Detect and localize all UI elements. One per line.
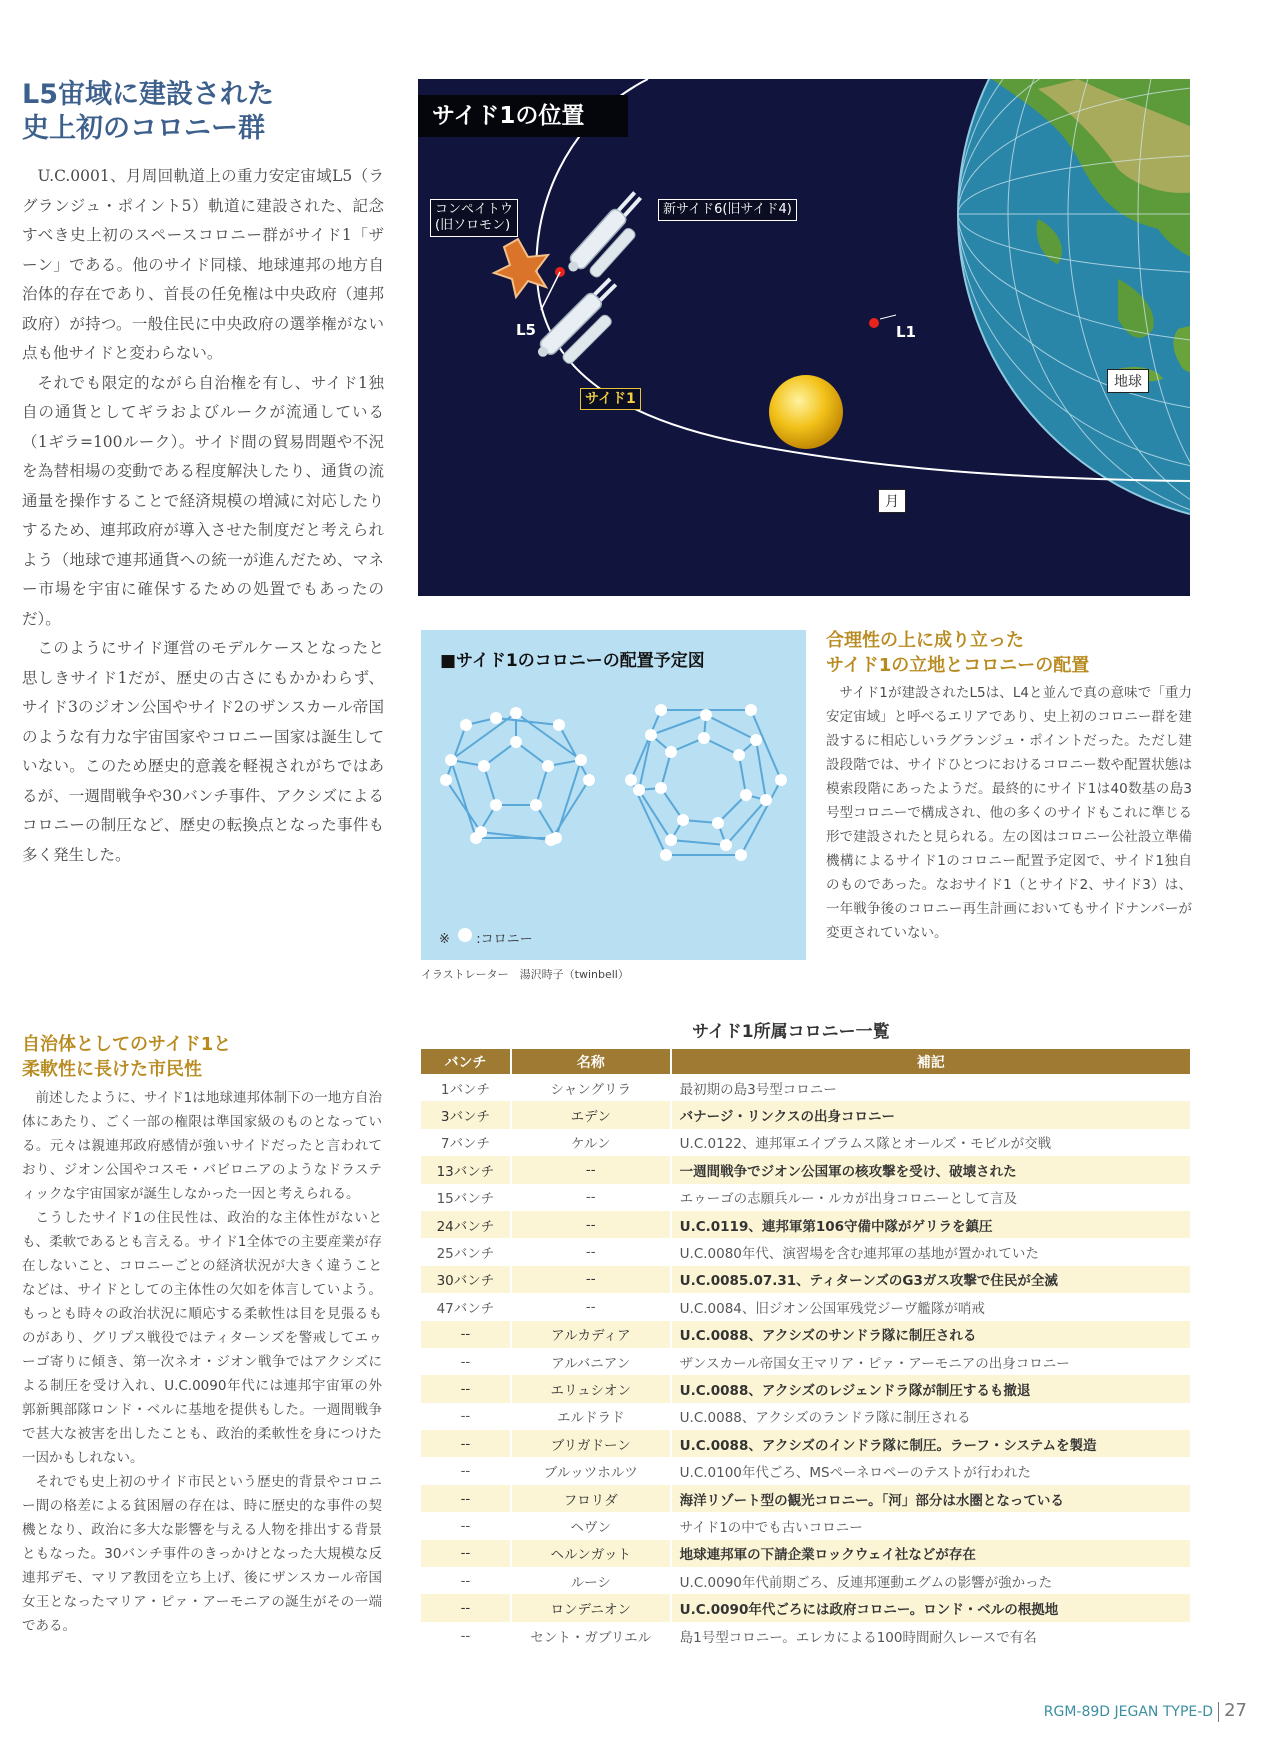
cell-name: -- (511, 1211, 671, 1238)
cell-bunch: 25バンチ (421, 1238, 511, 1265)
header-name: 名称 (511, 1049, 671, 1074)
cell-bunch: 3バンチ (421, 1101, 511, 1128)
moon-label: 月 (878, 489, 906, 513)
article-title-line2: 史上初のコロニー群 (22, 113, 265, 144)
colony-arrangement-diagram (421, 630, 806, 960)
new-side6-label: 新サイド6(旧サイド4) (658, 199, 797, 221)
cell-notes: ザンスカール帝国女王マリア・ピァ・アーモニアの出身コロニー (671, 1348, 1191, 1375)
cell-notes: U.C.0088、アクシズのランドラ隊に制圧される (671, 1403, 1191, 1430)
cell-name: -- (511, 1293, 671, 1320)
colony-legend (439, 928, 533, 947)
colony-table (421, 1049, 1192, 1649)
section2-title (22, 1032, 382, 1082)
moon (769, 375, 843, 449)
cell-bunch: -- (421, 1321, 511, 1348)
section2-paragraph: 前述したように、サイド1は地球連邦体制下の一地方自治体にあたり、ごく一部の権限は準国家級のものとなっている。元々は親連邦政府感情が強いサイドだったと言われており、ジオン公国やコスモ・バビロニアのようなドラスティックな宇宙国家が誕生しなかった一因と考えられる。 (22, 1090, 382, 1202)
konpeito-label (430, 199, 518, 237)
cell-name: -- (511, 1238, 671, 1265)
cell-name: ルーシ (511, 1567, 671, 1594)
l5-label: L5 (516, 321, 536, 339)
cell-name: フロリダ (511, 1485, 671, 1512)
cell-bunch: 13バンチ (421, 1156, 511, 1183)
section3-title (826, 628, 1186, 678)
section2-body (22, 1086, 382, 1638)
cell-notes: U.C.0122、連邦軍エイブラムス隊とオールズ・モビルが交戦 (671, 1129, 1191, 1156)
cell-name: -- (511, 1156, 671, 1183)
cell-name: エデン (511, 1101, 671, 1128)
cell-bunch: 47バンチ (421, 1293, 511, 1320)
cell-bunch: -- (421, 1622, 511, 1649)
table-row (421, 1403, 1191, 1430)
cell-bunch: -- (421, 1348, 511, 1375)
cell-name: -- (511, 1184, 671, 1211)
cell-bunch: 7バンチ (421, 1129, 511, 1156)
colony-table-title: サイド1所属コロニー一覧 (692, 1022, 890, 1042)
article-paragraph: U.C.0001、月周回軌道上の重力安定宙域L5（ラグランジュ・ポイント5）軌道に建設された、記念すべき史上初のスペースコロニー群がサイド1「ザーン」である。他のサイド同様、地球連邦の地方自治体的存在であり、首長の任免権は中央政府（連邦政府）が持つ。一般住民に中央政府の選挙権がない点も他サイドと変わらない。 (22, 167, 384, 362)
table-row (421, 1266, 1191, 1293)
article-paragraph: それでも限定的ながら自治権を有し、サイド1独自の通貨としてギラおよびルークが流通している（1ギラ=100ルーク）。サイド間の貿易問題や不況を為替相場の変動である程度解決したり、通貨の流通量を操作することで経済規模の増減に対応したりするため、連邦政府が導入させた制度だと考えられよう（地球で連邦通貨への統一が進んだため、マネー市場を宇宙に確保するための処置でもあったのだ）。 (22, 373, 384, 628)
map-title: サイド1の位置 (418, 95, 628, 137)
illustrator-credit: イラストレーター 湯沢時子（twinbell） (421, 968, 629, 981)
cell-name: ヘルンガット (511, 1540, 671, 1567)
cell-notes: U.C.0088、アクシズのサンドラ隊に制圧される (671, 1321, 1191, 1348)
header-bunch: バンチ (421, 1049, 511, 1074)
table-body (421, 1074, 1191, 1649)
cell-bunch: -- (421, 1403, 511, 1430)
table-row (421, 1321, 1191, 1348)
cell-name: ケルン (511, 1129, 671, 1156)
cell-notes: U.C.0088、アクシズのインドラ隊に制圧。ラーフ・システムを製造 (671, 1430, 1191, 1457)
cell-bunch: -- (421, 1375, 511, 1402)
page-footer (1044, 1700, 1247, 1722)
table-row (421, 1184, 1191, 1211)
cell-name: エルドラド (511, 1403, 671, 1430)
table-row (421, 1485, 1191, 1512)
cell-name: アルカディア (511, 1321, 671, 1348)
cell-notes: U.C.0080年代、演習場を含む連邦軍の基地が置かれていた (671, 1238, 1191, 1265)
table-row (421, 1430, 1191, 1457)
cell-notes: U.C.0090年代ごろには政府コロニー。ロンド・ベルの根拠地 (671, 1594, 1191, 1621)
colony-diagram-title: ■サイド1のコロニーの配置予定図 (440, 651, 705, 671)
cell-bunch: -- (421, 1430, 511, 1457)
cell-notes: 地球連邦軍の下請企業ロックウェイ社などが存在 (671, 1540, 1191, 1567)
konpeito-label-line2: (旧ソロモン) (435, 218, 511, 233)
l1-label: L1 (896, 323, 916, 341)
cell-bunch: 15バンチ (421, 1184, 511, 1211)
table-row (421, 1594, 1191, 1621)
cell-notes: サイド1の中でも古いコロニー (671, 1512, 1191, 1539)
table-row (421, 1211, 1191, 1238)
cell-name: セント・ガブリエル (511, 1622, 671, 1649)
colony-legend-prefix: ※ (439, 932, 450, 947)
article-title (22, 78, 382, 146)
section3-title-line2: サイド1の立地とコロニーの配置 (826, 655, 1090, 676)
cell-bunch: 24バンチ (421, 1211, 511, 1238)
cell-name: ブルッツホルツ (511, 1457, 671, 1484)
footer-model: RGM-89D JEGAN TYPE-D (1043, 1704, 1214, 1720)
cell-notes: 最初期の島3号型コロニー (671, 1074, 1191, 1101)
cell-name: ロンデニオン (511, 1594, 671, 1621)
cell-name: シャングリラ (511, 1074, 671, 1101)
table-row (421, 1540, 1191, 1567)
table-row (421, 1156, 1191, 1183)
cell-name: エリュシオン (511, 1375, 671, 1402)
cell-bunch: -- (421, 1512, 511, 1539)
cell-bunch: 1バンチ (421, 1074, 511, 1101)
cell-notes: U.C.0090年代前期ごろ、反連邦運動エグムの影響が強かった (671, 1567, 1191, 1594)
table-row (421, 1567, 1191, 1594)
cell-notes: 一週間戦争でジオン公国軍の核攻撃を受け、破壊された (671, 1156, 1191, 1183)
section3-body (826, 681, 1192, 945)
section3-paragraph: サイド1が建設されたL5は、L4と並んで真の意味で「重力安定宙域」と呼べるエリアであり、史上初のコロニー群を建設するに相応しいラグランジュ・ポイントだった。ただし建設段階では、サイドひとつにおけるコロニー数や配置状態は模索段階にあったようだ。最終的にサイド1は40数基の島3号型コロニーで構成され、他の多くのサイドもこれに準じる形で建設されたと見られる。左の図はコロニー公社設立準備機構によるサイド1のコロニー配置予定図で、サイド1独自のものであった。なおサイド1（とサイド2、サイド3）は、一年戦争後のコロニー再生計画においてもサイドナンバーが変更されていない。 (826, 685, 1192, 941)
cell-bunch: 30バンチ (421, 1266, 511, 1293)
colony-legend-text: :コロニー (476, 932, 533, 947)
section2-paragraph: こうしたサイド1の住民性は、政治的な主体性がないとも、柔軟であるとも言える。サイド1全体での主要産業が存在しないこと、コロニーごとの経済状況が大きく違うことなどは、サイドとしての主体性の欠如を体言していよう。もっとも時々の政治状況に順応する柔軟性は目を見張るものがあり、グリプス戦役ではティターンズを警戒してエゥーゴ寄りに傾き、第一次ネオ・ジオン戦争ではアクシズによる制圧を受け入れ、U.C.0090年代には連邦宇宙軍の外郭新興部隊ロンド・ベルに基地を提供もした。一週間戦争で甚大な被害を出したことも、政治的柔軟性を身につけた一因かもしれない。 (22, 1210, 382, 1466)
header-notes: 補記 (671, 1049, 1191, 1074)
earth-globe (958, 79, 1190, 524)
side1-position-map (418, 79, 1190, 596)
cell-notes: バナージ・リンクスの出身コロニー (671, 1101, 1191, 1128)
side1-label: サイド1 (580, 388, 641, 410)
cell-bunch: -- (421, 1485, 511, 1512)
cell-bunch: -- (421, 1567, 511, 1594)
page-number: 27 (1224, 1700, 1247, 1721)
konpeito-icon (494, 239, 548, 297)
table-row (421, 1457, 1191, 1484)
cell-notes: U.C.0088、アクシズのレジェンドラ隊が制圧するも撤退 (671, 1375, 1191, 1402)
l1-point (869, 318, 879, 328)
article-paragraph: このようにサイド運営のモデルケースとなったと思しきサイド1だが、歴史の古さにもかかわらず、サイド3のジオン公国やサイド2のザンスカール帝国のような有力な宇宙国家やコロニー国家は誕生していない。このため歴史的意義を軽視されがちではあるが、一週間戦争や30バンチ事件、アクシズによるコロニーの制圧など、歴史の転換点となった事件も多く発生した。 (22, 639, 384, 864)
table-row (421, 1348, 1191, 1375)
cell-name: ブリガドーン (511, 1430, 671, 1457)
table-row (421, 1622, 1191, 1649)
table-row (421, 1238, 1191, 1265)
cell-bunch: -- (421, 1540, 511, 1567)
colony-diagram-graphic (421, 630, 806, 960)
table-row (421, 1375, 1191, 1402)
section2-title-line1: 自治体としてのサイド1と (22, 1034, 232, 1055)
cell-name: アルバニアン (511, 1348, 671, 1375)
article-title-line1: L5宙域に建設された (22, 79, 274, 110)
cell-notes: 島1号型コロニー。エレカによる100時間耐久レースで有名 (671, 1622, 1191, 1649)
cell-notes: エゥーゴの志願兵ルー・ルカが出身コロニーとして言及 (671, 1184, 1191, 1211)
table-row (421, 1074, 1191, 1101)
section2-title-line2: 柔軟性に長けた市民性 (22, 1059, 202, 1080)
cell-bunch: -- (421, 1594, 511, 1621)
table-row (421, 1101, 1191, 1128)
section3-title-line1: 合理性の上に成り立った (826, 630, 1024, 651)
cell-bunch: -- (421, 1457, 511, 1484)
table-row (421, 1512, 1191, 1539)
cell-notes: U.C.0119、連邦軍第106守備中隊がゲリラを鎮圧 (671, 1211, 1191, 1238)
cell-name: ヘヴン (511, 1512, 671, 1539)
earth-label: 地球 (1107, 369, 1149, 393)
section2-paragraph: それでも史上初のサイド市民という歴史的背景やコロニー間の格差による貧困層の存在は、時に歴史的な事件の契機となり、政治に多大な影響を与える人物を排出する背景ともなった。30バンチ事件のきっかけとなった大規模な反連邦デモ、マリア教団を立ち上げ、後にザンスカール帝国女王となったマリア・ピァ・アーモニアの誕生がその一端である。 (22, 1474, 382, 1634)
cell-notes: U.C.0084、旧ジオン公国軍残党ジーヴ艦隊が哨戒 (671, 1293, 1191, 1320)
table-row (421, 1129, 1191, 1156)
cell-name: -- (511, 1266, 671, 1293)
table-row (421, 1293, 1191, 1320)
cell-notes: U.C.0100年代ごろ、MSペーネロペーのテストが行われた (671, 1457, 1191, 1484)
table-header-row (421, 1049, 1191, 1074)
konpeito-label-line1: コンペイトウ (435, 202, 514, 217)
article-body (22, 162, 384, 870)
cell-notes: 海洋リゾート型の観光コロニー。「河」部分は水圏となっている (671, 1485, 1191, 1512)
cell-notes: U.C.0085.07.31、ティターンズのG3ガス攻撃で住民が全滅 (671, 1266, 1191, 1293)
